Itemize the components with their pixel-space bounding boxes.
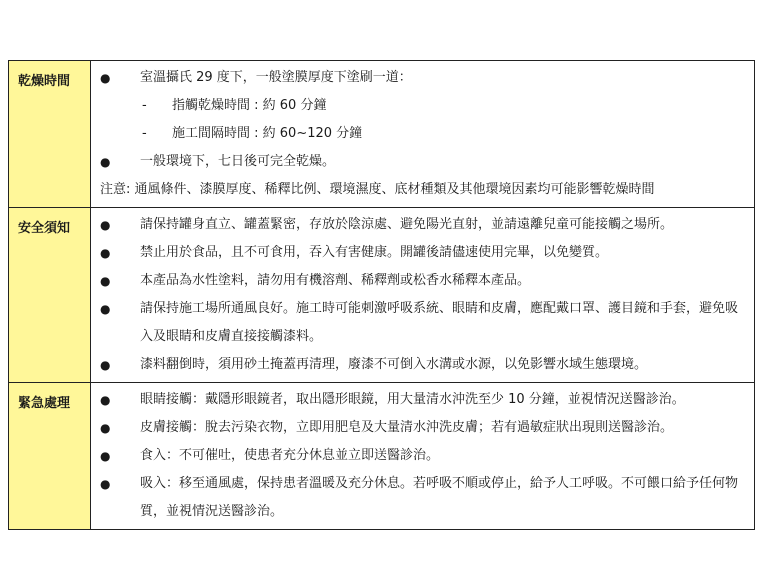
list-item-text: 本產品為水性塗料，請勿用有機溶劑、稀釋劑或松香水稀釋本產品。 — [140, 273, 531, 288]
product-info-table — [8, 60, 755, 530]
list-item-text: 室溫攝氏 29 度下，一般塗膜厚度下塗刷一道： — [140, 70, 412, 85]
list-item — [100, 470, 750, 526]
list-item — [100, 351, 750, 379]
row-content — [91, 208, 755, 383]
bullet-icon: ● — [100, 358, 111, 372]
list-item — [100, 211, 750, 239]
bullet-icon: ● — [100, 71, 111, 85]
bullet-icon: ● — [100, 449, 111, 463]
bullet-icon: ● — [100, 477, 111, 491]
row-content — [91, 61, 755, 208]
list-item-text: 請保持罐身直立、罐蓋緊密，存放於陰涼處、避免陽光直射，並請遠離兒童可能接觸之場所。 — [140, 217, 674, 232]
sub-list-item — [100, 92, 750, 120]
list-item-text: 食入：不可催吐，使患者充分休息並立即送醫診治。 — [140, 448, 440, 463]
bullet-icon: ● — [100, 246, 111, 260]
bullet-icon: ● — [100, 155, 111, 169]
list-item — [100, 148, 750, 176]
table-body — [9, 61, 755, 530]
row-content — [91, 383, 755, 530]
list-item — [100, 414, 750, 442]
list-item-text: 禁止用於食品，且不可食用，吞入有害健康。開罐後請儘速使用完畢，以免變質。 — [140, 245, 609, 260]
list-item-text: 皮膚接觸：脫去污染衣物，立即用肥皂及大量清水沖洗皮膚；若有過敏症狀出現則送醫診治。 — [140, 420, 674, 435]
list-item-text: 一般環境下，七日後可完全乾燥。 — [140, 154, 336, 169]
note-text: 注意: 通風條件、漆膜厚度、稀釋比例、環境濕度、底材種類及其他環境因素均可能影響乾燥時間 — [100, 182, 655, 197]
bullet-icon: ● — [100, 302, 111, 316]
bullet-icon: ● — [100, 421, 111, 435]
bullet-icon: ● — [100, 393, 111, 407]
list-item — [100, 386, 750, 414]
row-label: 緊急處理 — [9, 383, 91, 530]
list-item — [100, 64, 750, 92]
dash-marker-icon: - — [142, 98, 147, 113]
table-row-drying-time — [9, 61, 755, 208]
list-item-text: 漆料翻倒時，須用砂土掩蓋再清理，廢漆不可倒入水溝或水源，以免影響水域生態環境。 — [140, 357, 648, 372]
table-row-safety-notice — [9, 208, 755, 383]
bullet-icon: ● — [100, 218, 111, 232]
row-label: 安全須知 — [9, 208, 91, 383]
row-label: 乾燥時間 — [9, 61, 91, 208]
list-item-text: 眼睛接觸：戴隱形眼鏡者，取出隱形眼鏡，用大量清水沖洗至少 10 分鐘，並視情況送醫診治。 — [140, 392, 685, 407]
list-item — [100, 267, 750, 295]
sub-list-item — [100, 120, 750, 148]
table-row-emergency-treatment — [9, 383, 755, 530]
list-item — [100, 239, 750, 267]
list-item-text: 施工間隔時間 : 約 60~120 分鐘 — [172, 126, 363, 141]
list-item-text: 請保持施工場所通風良好。施工時可能刺激呼吸系統、眼睛和皮膚，應配戴口罩、護目鏡和手套，避免吸入及眼睛和皮膚直接接觸漆料。 — [140, 301, 739, 344]
dash-marker-icon: - — [142, 126, 147, 141]
list-item-text: 指觸乾燥時間 : 約 60 分鐘 — [172, 98, 327, 113]
list-item-text: 吸入：移至通風處，保持患者溫暖及充分休息。若呼吸不順或停止，給予人工呼吸。不可餵口給予任何物質，並視情況送醫診治。 — [140, 476, 739, 519]
list-item — [100, 295, 750, 351]
list-item — [100, 442, 750, 470]
bullet-icon: ● — [100, 274, 111, 288]
